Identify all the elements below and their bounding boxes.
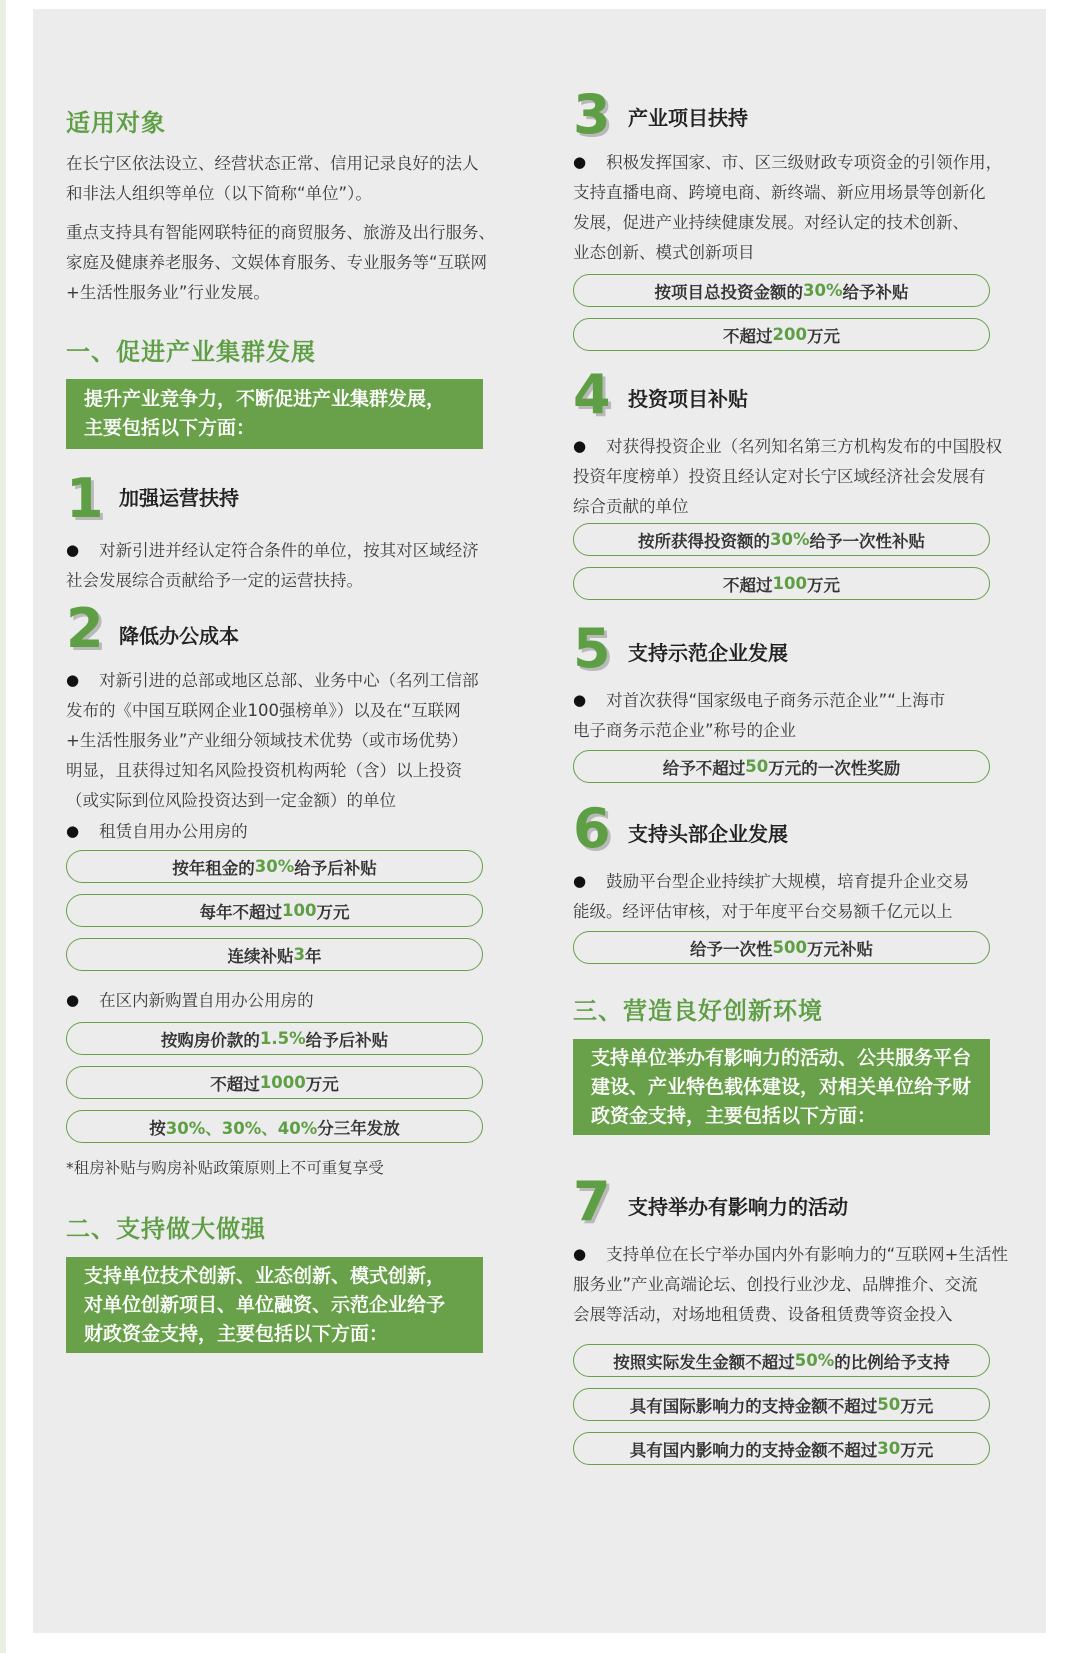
item3-text — [573, 148, 1018, 268]
item3-title: 产业项目扶持 — [628, 106, 748, 130]
pill-highlight: 3 — [293, 945, 305, 964]
bullet-line: ● 对新引进的总部或地区总部、业务中心（名列工信部 — [66, 666, 506, 696]
section3-title: 三、营造良好创新环境 — [573, 997, 823, 1025]
pill-text: 给予不超过 — [662, 758, 746, 778]
text-line: 在长宁区依法设立、经营状态正常、信用记录良好的法人 — [66, 154, 479, 173]
pill-text: 万元补贴 — [806, 939, 873, 959]
text-line: +生活性服务业”产业细分领域技术优势（或市场优势） — [66, 731, 468, 750]
item4-pill-2 — [573, 567, 990, 600]
text-line: 会展等活动，对场地租赁费、设备租赁费等资金投入 — [573, 1305, 953, 1324]
pill-text: 万元 — [316, 902, 350, 922]
pill-text: 万元 — [305, 1074, 339, 1094]
text-line: 明显，且获得过知名风险投资机构两轮（含）以上投资 — [66, 761, 462, 780]
item7-pill-1 — [573, 1344, 990, 1377]
item4-title: 投资项目补贴 — [628, 387, 748, 411]
pill-highlight: 500 — [772, 938, 807, 957]
item5-number: 5 — [573, 617, 611, 680]
banner-line: 主要包括以下方面： — [84, 417, 256, 439]
bullet-line: ● 对首次获得“国家级电子商务示范企业”“上海市 — [573, 686, 1018, 716]
text-line: 投资年度榜单）投资且经认定对长宁区域经济社会发展有 — [573, 467, 986, 486]
text-line: 综合贡献的单位 — [573, 497, 689, 516]
text-line: 电子商务示范企业”称号的企业 — [573, 721, 797, 740]
pill-text: 年 — [304, 946, 322, 966]
pill-highlight: 30% — [770, 530, 810, 549]
item1-text — [66, 536, 506, 596]
banner-line: 对单位创新项目、单位融资、示范企业给予 — [84, 1293, 446, 1316]
banner-line: 支持单位举办有影响力的活动、公共服务平台 — [591, 1046, 972, 1069]
pill-text: 分三年发放 — [317, 1118, 400, 1138]
pill-text: 给予后补贴 — [305, 1030, 389, 1050]
section2-banner — [66, 1257, 483, 1353]
item4-text — [573, 432, 1018, 522]
pill-text: 给予补贴 — [842, 282, 909, 302]
pill-text: 给予后补贴 — [294, 858, 377, 878]
bullet-line: ● 支持单位在长宁举办国内外有影响力的“互联网+生活性 — [573, 1240, 1018, 1270]
pill-text: 万元 — [806, 326, 840, 346]
item7-pill-2 — [573, 1388, 990, 1421]
banner-line: 财政资金支持，主要包括以下方面： — [84, 1322, 389, 1345]
pill-text: 不超过 — [723, 575, 773, 595]
item2-rent-pill-3 — [66, 938, 483, 971]
pill-text: 按年租金的 — [172, 858, 255, 878]
text-line: 家庭及健康养老服务、文娱体育服务、专业服务等“互联网 — [66, 253, 488, 272]
pill-highlight: 50 — [877, 1395, 901, 1414]
text-line: 发布的《中国互联网企业100强榜单》）以及在“互联网 — [66, 701, 461, 720]
left-edge-strip — [0, 0, 6, 1653]
banner-line: 支持单位技术创新、业态创新、模式创新， — [84, 1264, 446, 1287]
pill-highlight: 1000 — [259, 1073, 306, 1092]
item3-pill-1 — [573, 274, 990, 307]
pill-highlight: 100 — [282, 901, 317, 920]
pill-highlight: 30% — [803, 281, 843, 300]
section3-banner — [573, 1039, 990, 1135]
item2-buy-pill-2 — [66, 1066, 483, 1099]
item7-pill-3 — [573, 1432, 990, 1465]
pill-highlight: 50 — [745, 757, 769, 776]
item7-title: 支持举办有影响力的活动 — [628, 1195, 848, 1219]
text-line: 支持直播电商、跨境电商、新终端、新应用场景等创新化 — [573, 183, 986, 202]
item2-rent-pill-2 — [66, 894, 483, 927]
item2-buy-label: ● 在区内新购置自用办公用房的 — [66, 986, 314, 1016]
pill-text: 具有国内影响力的支持金额不超过 — [629, 1440, 878, 1460]
section2-title: 二、支持做大做强 — [66, 1215, 266, 1243]
item2-text — [66, 666, 506, 816]
item2-buy-pill-3 — [66, 1110, 483, 1143]
pill-highlight: 1.5% — [259, 1029, 306, 1048]
pill-highlight: 200 — [772, 325, 807, 344]
pill-highlight: 30% — [254, 857, 295, 876]
section1-title: 一、促进产业集群发展 — [66, 338, 316, 366]
pill-text: 万元 — [806, 575, 840, 595]
text-line: （或实际到位风险投资达到一定金额）的单位 — [66, 791, 396, 810]
pill-text: 按购房价款的 — [160, 1030, 260, 1050]
pill-text: 连续补贴 — [227, 946, 294, 966]
text-line: 发展，促进产业持续健康发展。对经认定的技术创新、 — [573, 213, 969, 232]
item2-rent-label: ● 租赁自用办公用房的 — [66, 817, 248, 847]
text-line: 能级。经评估审核，对于年度平台交易额千亿元以上 — [573, 902, 953, 921]
pill-text: 不超过 — [210, 1074, 260, 1094]
item6-pill-1 — [573, 931, 990, 964]
text-line: 服务业”产业高端论坛、创投行业沙龙、品牌推介、交流 — [573, 1275, 978, 1294]
bullet-line: ● 积极发挥国家、市、区三级财政专项资金的引领作用， — [573, 148, 1018, 178]
item5-title: 支持示范企业发展 — [628, 641, 788, 665]
applicable-paragraph-1 — [66, 149, 506, 209]
pill-text: 万元 — [900, 1396, 934, 1416]
pill-highlight: 30%、30%、40% — [165, 1118, 318, 1138]
item2-title: 降低办公成本 — [119, 624, 239, 648]
item4-pill-1 — [573, 523, 990, 556]
bullet-line: ● 对新引进并经认定符合条件的单位，按其对区域经济 — [66, 536, 506, 566]
text-line: 社会发展综合贡献给予一定的运营扶持。 — [66, 571, 363, 590]
pill-text: 不超过 — [723, 326, 773, 346]
pill-text: 按项目总投资金额的 — [654, 282, 803, 302]
item7-text — [573, 1240, 1018, 1330]
applicable-paragraph-2 — [66, 218, 506, 308]
item1-title: 加强运营扶持 — [119, 486, 239, 510]
item6-text — [573, 867, 1018, 927]
item2-rent-pill-1 — [66, 850, 483, 883]
pill-highlight: 30 — [877, 1439, 901, 1458]
text-line: 重点支持具有智能网联特征的商贸服务、旅游及出行服务、 — [66, 223, 495, 242]
item2-buy-pill-1 — [66, 1022, 483, 1055]
pill-text: 万元的一次性奖励 — [768, 758, 901, 778]
text-line: +生活性服务业”行业发展。 — [66, 283, 270, 302]
item4-number: 4 — [573, 363, 611, 426]
pill-text: 按所获得投资额的 — [638, 531, 770, 551]
bullet-line: ● 鼓励平台型企业持续扩大规模，培育提升企业交易 — [573, 867, 1018, 897]
banner-line: 建设、产业特色载体建设，对相关单位给予财 — [591, 1075, 972, 1098]
item3-number: 3 — [573, 83, 611, 146]
item5-text — [573, 686, 1018, 746]
item3-pill-2 — [573, 318, 990, 351]
banner-line: 提升产业竞争力，不断促进产业集群发展， — [84, 388, 446, 410]
pill-text: 给予一次性补贴 — [809, 531, 925, 551]
item6-number: 6 — [573, 797, 611, 860]
banner-line: 政资金支持，主要包括以下方面： — [591, 1104, 877, 1127]
applicable-title: 适用对象 — [66, 109, 166, 137]
pill-text: 按 — [149, 1118, 166, 1138]
pill-text: 万元 — [900, 1440, 934, 1460]
item5-pill-1 — [573, 750, 990, 783]
text-line: 和非法人组织等单位（以下简称“单位”）。 — [66, 184, 372, 203]
pill-highlight: 100 — [772, 574, 807, 593]
item1-number: 1 — [66, 467, 104, 530]
pill-text: 的比例给予支持 — [834, 1352, 950, 1372]
pill-text: 具有国际影响力的支持金额不超过 — [629, 1396, 878, 1416]
pill-text: 给予一次性 — [690, 939, 773, 959]
item7-number: 7 — [573, 1170, 611, 1233]
policy-page — [33, 9, 1046, 1633]
item2-number: 2 — [66, 597, 104, 660]
bullet-line: ● 对获得投资企业（名列知名第三方机构发布的中国股权 — [573, 432, 1018, 462]
section1-banner — [66, 379, 483, 449]
pill-highlight: 50% — [794, 1351, 835, 1370]
pill-text: 每年不超过 — [199, 902, 283, 922]
text-line: 业态创新、模式创新项目 — [573, 243, 755, 262]
item2-footnote: *租房补贴与购房补贴政策原则上不可重复享受 — [66, 1159, 384, 1177]
pill-text: 按照实际发生金额不超过 — [613, 1352, 795, 1372]
item6-title: 支持头部企业发展 — [628, 822, 788, 846]
